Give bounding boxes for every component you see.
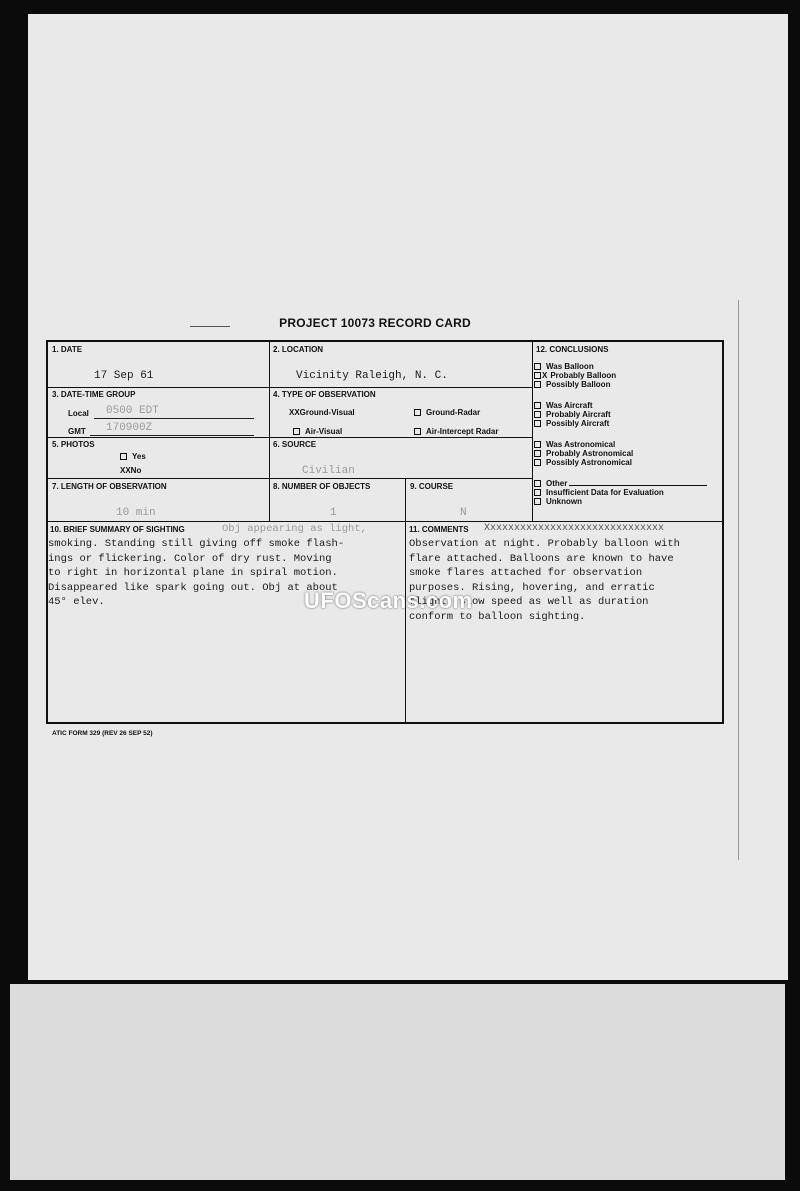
gmt-underline [90,435,254,436]
type-air-intercept: Air-Intercept Radar [414,428,498,436]
checkbox-icon [534,363,541,370]
check-mark: X [542,371,548,380]
conclusion-label: Possibly Astronomical [546,458,632,467]
comments-line: conform to balloon sighting. [409,610,586,623]
conclusion-label: Was Aircraft [546,401,593,410]
checkbox-icon [293,428,300,435]
checkbox-icon [534,411,541,418]
photos-yes: Yes [120,453,146,461]
type-ground-visual: XXGround-Visual [289,408,355,417]
rule-row4 [48,521,724,522]
gmt-value: 170900Z [106,422,153,434]
number-label: 8. NUMBER OF OBJECTS [273,482,371,491]
location-label: 2. LOCATION [273,345,324,354]
comments-label: 11. COMMENTS [409,525,469,534]
type-ground-radar: Ground-Radar [414,409,480,417]
record-card [46,340,724,724]
summary-line: to right in horizontal plane in spiral motion. [48,567,338,579]
col-divider-2 [532,342,533,521]
comments-line: smoke flares attached for observation [409,567,643,579]
card-title: PROJECT 10073 RECORD CARD [279,316,471,330]
summary-line: 45° elev. [48,596,105,608]
checkbox-icon [534,498,541,505]
length-value: 10 min [116,507,156,519]
conclusion-label: Other [546,479,568,488]
checkbox-icon [414,409,421,416]
rule-row1 [48,387,532,388]
conclusion-label: Possibly Aircraft [546,419,610,428]
checkbox-icon [534,489,541,496]
number-value: 1 [330,507,337,519]
comments-line: flare attached. Balloons are known to have [409,552,674,565]
conclusion-label: Probably Balloon [550,371,617,380]
checkbox-icon [534,450,541,457]
summary-line: smoking. Standing still giving off smoke flash- [48,538,345,550]
conclusion-label: Was Astronomical [546,440,616,449]
conclusion-item [534,419,609,429]
course-value: N [460,507,467,519]
checkbox-icon [534,441,541,448]
summary-label: 10. BRIEF SUMMARY OF SIGHTING [50,525,185,534]
checkbox-icon [414,428,421,435]
conclusion-label: Probably Astronomical [546,449,634,458]
conclusion-item [534,458,632,468]
checkbox-icon [534,372,541,379]
type-label: 4. TYPE OF OBSERVATION [273,390,376,399]
local-underline [94,418,254,419]
conclusion-label: Insufficient Data for Evaluation [546,488,664,497]
form-number: ATIC FORM 329 (REV 26 SEP 52) [52,730,153,737]
lower-paper-strip [10,984,785,1180]
checkmark-xx: XX [289,408,300,417]
checkbox-icon [534,459,541,466]
course-label: 9. COURSE [410,482,454,491]
photos-no: XXNo [120,466,142,475]
conclusion-item [534,497,582,507]
summary-first-line: Obj appearing as light, [222,523,367,535]
gmt-label: GMT [68,427,86,436]
conclusion-label: Possibly Balloon [546,380,611,389]
conclusions-label: 12. CONCLUSIONS [536,345,609,354]
checkbox-icon [534,381,541,388]
comments-line: purposes. Rising, hovering, and erratic [409,581,655,594]
summary-text [48,537,344,610]
checkmark-xx: XX [120,466,131,475]
dtg-label: 3. DATE-TIME GROUP [52,390,136,399]
checkbox-icon [534,420,541,427]
photos-label: 5. PHOTOS [52,440,95,449]
comments-first-line: Xxxxxxxxxxxxxxxxxxxxxxxxxxxxxx [484,523,665,534]
col-divider-1 [269,342,270,521]
conclusion-item [534,380,610,390]
local-label: Local [68,409,89,418]
source-label: 6. SOURCE [273,440,317,449]
comments-line: flight, slow speed as well as duration [409,596,649,608]
length-label: 7. LENGTH OF OBSERVATION [52,482,167,491]
location-value: Vicinity Raleigh, N. C. [296,370,448,382]
checkbox-icon [534,402,541,409]
checkbox-icon [534,480,541,487]
other-underline [569,485,707,486]
local-value: 0500 EDT [106,405,159,417]
watermark: UFOScans.com [304,588,473,613]
page-edge-line [738,300,739,860]
date-label: 1. DATE [52,345,83,354]
checkbox-icon [120,453,127,460]
date-value: 17 Sep 61 [94,370,154,382]
rule-row2 [48,437,532,438]
summary-line: ings or flickering. Color of dry rust. Moving [48,552,332,565]
source-value: Civilian [302,465,355,477]
conclusion-label: Was Balloon [546,362,594,371]
conclusion-label: Probably Aircraft [546,410,611,419]
comments-line: Observation at night. Probably balloon with [409,538,680,550]
conclusion-label: Unknown [546,497,582,506]
summary-line: Disappeared like spark going out. Obj at about [48,581,338,594]
type-air-visual: Air-Visual [293,428,342,436]
rule-row3 [48,478,532,479]
